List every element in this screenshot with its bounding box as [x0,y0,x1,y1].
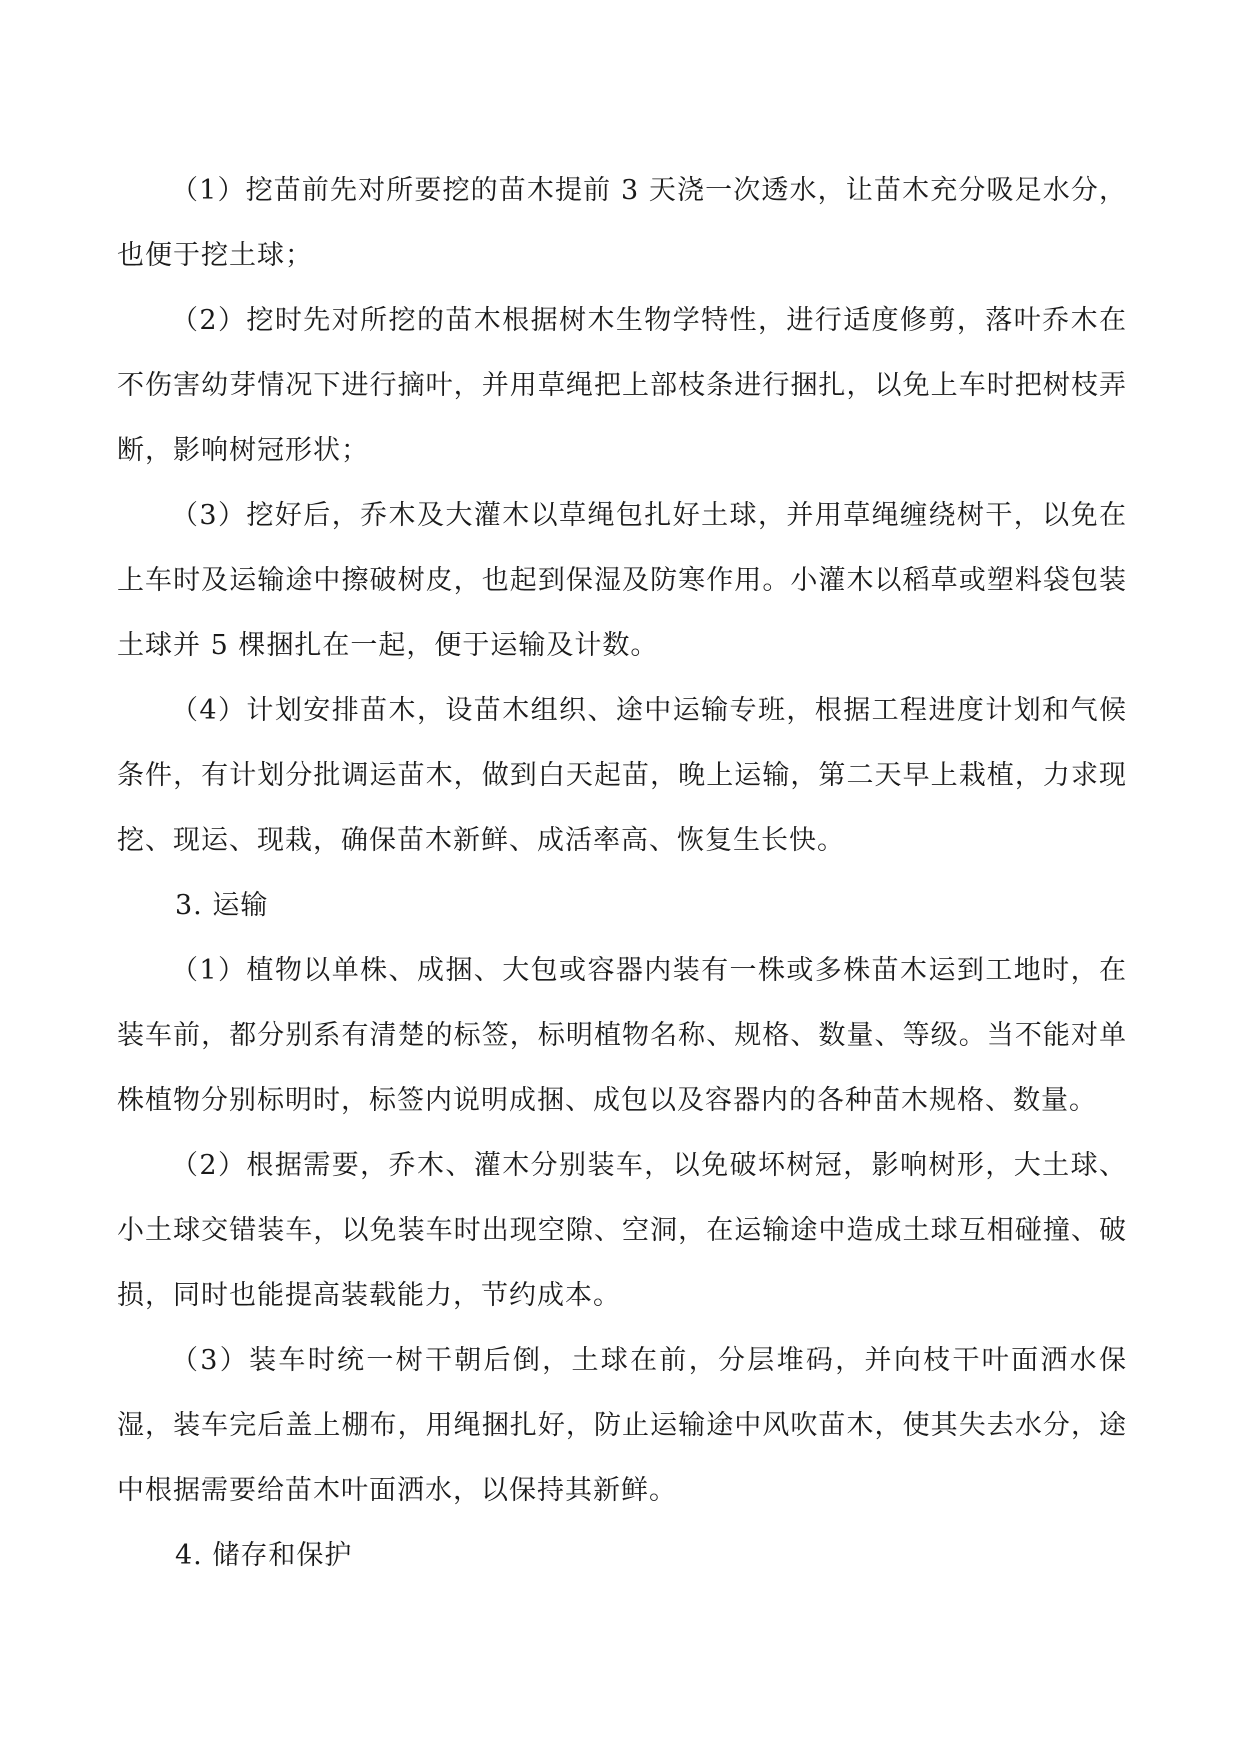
paragraph-transport-loading: （2）根据需要，乔木、灌木分别装车，以免破坏树冠，影响树形，大土球、小土球交错装车，以免装车时出现空隙、空洞，在运输途中造成土球互相碰撞、破损，同时也能提高装载能力，节约成本。 [117,1150,1127,1311]
paragraph-transport-labeling: （1）植物以单株、成捆、大包或容器内装有一株或多株苗木运到工地时，在装车前，都分别系有清楚的标签，标明植物名称、规格、数量、等级。当不能对单株植物分别标明时，标签内说明成捆、成包以及容器内的各种苗木规格、数量。 [117,955,1127,1116]
document-body [117,158,1127,1588]
paragraph-digging-pruning: （2）挖时先对所挖的苗木根据树木生物学特性，进行适度修剪，落叶乔木在不伤害幼芽情况下进行摘叶，并用草绳把上部枝条进行捆扎，以免上车时把树枝弄断，影响树冠形状； [117,305,1127,466]
paragraph-digging-scheduling: （4）计划安排苗木，设苗木组织、途中运输专班，根据工程进度计划和气候条件，有计划分批调运苗木，做到白天起苗，晚上运输，第二天早上栽植，力求现挖、现运、现栽，确保苗木新鲜、成活率高、恢复生长快。 [117,695,1127,856]
paragraph-digging-wrapping: （3）挖好后，乔木及大灌木以草绳包扎好土球，并用草绳缠绕树干，以免在上车时及运输途中擦破树皮，也起到保湿及防寒作用。小灌木以稻草或塑料袋包装土球并 5 棵捆扎在一起，便于运输及计数。 [117,500,1127,661]
section-heading-storage: 4. 储存和保护 [175,1540,353,1571]
paragraph-digging-watering: （1）挖苗前先对所要挖的苗木提前 3 天浇一次透水，让苗木充分吸足水分，也便于挖土球； [117,175,1127,271]
section-heading-transport: 3. 运输 [175,890,269,921]
paragraph-transport-stacking: （3）装车时统一树干朝后倒，土球在前，分层堆码，并向枝干叶面洒水保湿，装车完后盖上棚布，用绳捆扎好，防止运输途中风吹苗木，使其失去水分，途中根据需要给苗木叶面洒水，以保持其新鲜。 [117,1345,1127,1506]
